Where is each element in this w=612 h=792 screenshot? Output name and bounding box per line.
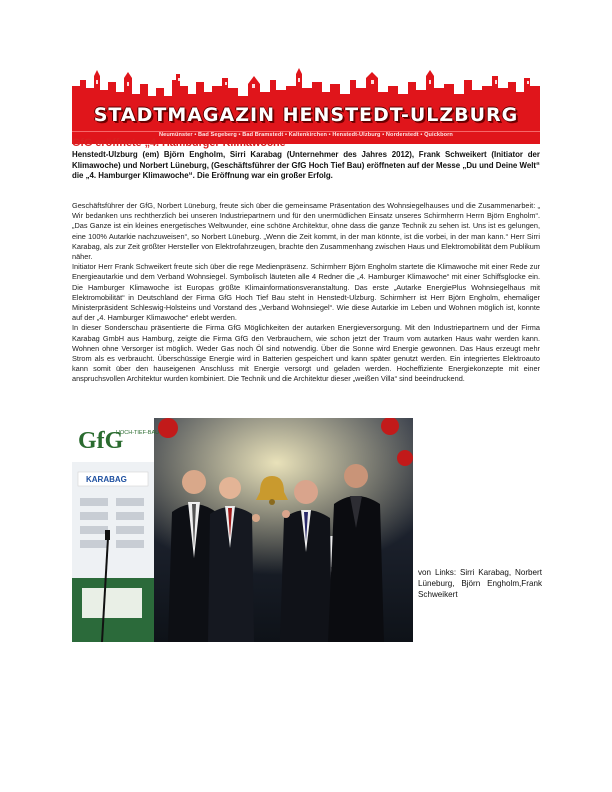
event-photo xyxy=(72,418,413,642)
towns-line: Neumünster • Bad Segeberg • Bad Bramstedt • Kaltenkirchen • Henstedt-Ulzburg • Norderstedt • Quickborn xyxy=(159,132,453,138)
article-lead: Henstedt-Ulzburg (em) Björn Engholm, Sirri Karabag (Unternehmer des Jahres 2012), Frank Schweikert (Initiator der Klimawoche) und Norbert Lüneburg, (Geschäftsführer der GfG Hoch Tief Bau) eröffneten auf der Messe „Du und Deine Welt“ die „4. Hamburger Klimawoche“. Die Eröffnung war ein großer Erfolg. xyxy=(72,150,540,181)
article-paragraph: Geschäftsführer der GfG, Norbert Lüneburg, freute sich über die gemeinsame Präsentation des Wohnsiegelhauses und die Zusammenarbeit: „ Wir bedanken uns rechtherzlich bei unseren Industriepartnern und für den unermüdlichen Einsatz unseres Schirmherrn Herrn Björn Engholm“. „Das Ganze ist ein kleines energetisches Weltwunder, eine schöne Architektur, ohne dass die ganze Technik zu sehen ist. Uns ist es gelungen, eine 100% Autarkie nachzuweisen“, so Norbert Lüneburg. „Wenn die Zeit kommt, in der man könnte, ist die vorbei, in der man kann.“ Herr Sirri Karabag, als zur Zeit größter Hersteller von Elektrofahrzeugen, brachte den Zusammenhang zwischen Haus und Elektromobilität dem Publikum näher. xyxy=(72,201,540,262)
gfg-logo-text: GfG xyxy=(78,428,124,454)
gfg-logo-subtext: HOCH-TIEF-BAU xyxy=(116,430,160,436)
article-paragraph: Initiator Herr Frank Schweikert freute sich über die rege Medienpräsenz. Schirmherr Björn Engholm startete die Klimawoche mit einer Rede zur Energieautarkie und dem Verband Wohnsiegel. Symbolisch läuteten alle 4 Redner die „4. Hamburger Klimawoche“ mit einer Schiffsglocke ein. Die Hamburger Klimawoche ist Europas größte Klimainformationsveranstaltung. Das erste „Autarke EnergiePlus Wohnsiegelhaus mit Elektromobilität“ in Deutschland der Firma GfG Hoch Tief Bau steht in Henstedt-Ulzburg. Schirmherr ist Herr Björn Engholm, ehemaliger Ministerpräsident Schleswig-Holsteins und Vorstand des „Verband Wohnsiegel“. Wie diese Autarkie im Leben und Wohnen möglich ist, konnte auf der „4. Hamburger Klimawoche“ erlebt werden. xyxy=(72,262,540,323)
photo-caption: von Links: Sirri Karabag, Norbert Lüneburg, Björn Engholm,Frank Schweikert xyxy=(418,568,542,600)
magazine-title: STADTMAGAZIN HENSTEDT-ULZBURG xyxy=(93,104,519,126)
article-headline: GfG eröffnete „4. Hamburger Klimawoche“ xyxy=(72,137,291,149)
event-photo-illustration xyxy=(72,418,413,642)
masthead xyxy=(72,66,540,144)
karabag-logo-text: KARABAG xyxy=(86,475,127,484)
article-paragraph: In dieser Sonderschau präsentierte die Firma GfG Möglichkeiten der autarken Energieversorgung. Mit den Industriepartnern und der Firma Karabag GmbH aus Hamburg, zeigte die Firma GfG den Verbrauchern, wie schon jetzt der Traum vom autarken Haus wahr werden kann. Wohnen ohne Versorger ist möglich. Weder Gas noch Öl sind notwendig. Über die Sonne wird Energie gewonnen. Das Haus erzeugt mehr Strom als es verbraucht. Überschüssige Energie wird in Batterien gespeichert und kann später genutzt werden. Ein integriertes Elektroauto kann somit über den hauseigenen Anschluss mit Energie versorgt und geladen werden. Hocheffiziente Energiekonzepte mit einer anspruchsvollen Architektur wurden kombiniert. Die Technik und die Architektur dieser „weißen Villa“ sind beeindruckend. xyxy=(72,323,540,384)
article-body xyxy=(72,201,540,385)
